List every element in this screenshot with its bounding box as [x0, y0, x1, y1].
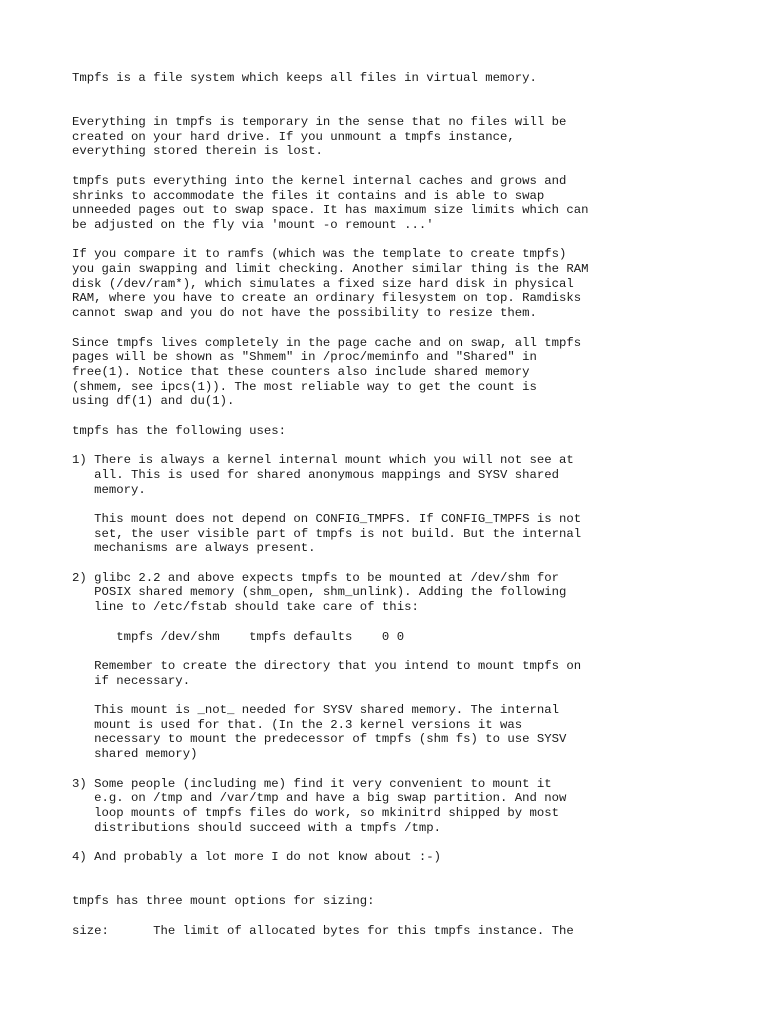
- document-text: [72, 71, 762, 938]
- text-line: unneeded pages out to swap space. It has maximum size limits which can: [72, 203, 589, 218]
- text-line: mount is used for that. (In the 2.3 kernel versions it was: [72, 717, 523, 732]
- text-line: [72, 615, 762, 630]
- text-line: [72, 409, 762, 424]
- text-line: [72, 644, 762, 659]
- text-line: tmpfs has three mount options for sizing:: [72, 894, 375, 909]
- text-line: disk (/dev/ram*), which simulates a fixed size hard disk in physical: [72, 276, 574, 291]
- text-line: you gain swapping and limit checking. Another similar thing is the RAM: [72, 262, 589, 277]
- text-line: [72, 688, 762, 703]
- text-line: mechanisms are always present.: [72, 541, 316, 556]
- text-line: be adjusted on the fly via 'mount -o remount ...': [72, 217, 434, 232]
- text-line: shared memory): [72, 747, 198, 762]
- text-line: set, the user visible part of tmpfs is not build. But the internal: [72, 526, 582, 541]
- text-line: using df(1) and du(1).: [72, 394, 235, 409]
- text-line: [72, 835, 762, 850]
- text-line: This mount is _not_ needed for SYSV shared memory. The internal: [72, 703, 560, 718]
- text-line: shrinks to accommodate the files it contains and is able to swap: [72, 188, 545, 203]
- text-line: [72, 556, 762, 571]
- text-line: Remember to create the directory that you intend to mount tmpfs on: [72, 658, 582, 673]
- text-line: 1) There is always a kernel internal mount which you will not see at: [72, 453, 574, 468]
- text-line: (shmem, see ipcs(1)). The most reliable way to get the count is: [72, 379, 537, 394]
- text-line: loop mounts of tmpfs files do work, so mkinitrd shipped by most: [72, 805, 560, 820]
- text-line: 2) glibc 2.2 and above expects tmpfs to be mounted at /dev/shm for: [72, 570, 560, 585]
- text-line: If you compare it to ramfs (which was the template to create tmpfs): [72, 247, 567, 262]
- text-line: pages will be shown as "Shmem" in /proc/meminfo and "Shared" in: [72, 350, 537, 365]
- text-line: [72, 879, 762, 894]
- text-line: tmpfs /dev/shm tmpfs defaults 0 0: [72, 629, 405, 644]
- text-line: [72, 909, 762, 924]
- text-line: necessary to mount the predecessor of tmpfs (shm fs) to use SYSV: [72, 732, 567, 747]
- text-line: 4) And probably a lot more I do not know about :-): [72, 850, 441, 865]
- text-line: [72, 865, 762, 880]
- text-line: tmpfs has the following uses:: [72, 423, 287, 438]
- text-line: created on your hard drive. If you unmount a tmpfs instance,: [72, 129, 515, 144]
- text-line: [72, 497, 762, 512]
- text-line: tmpfs puts everything into the kernel internal caches and grows and: [72, 173, 567, 188]
- text-line: Everything in tmpfs is temporary in the sense that no files will be: [72, 115, 567, 130]
- text-line: [72, 100, 762, 115]
- text-line: [72, 762, 762, 777]
- text-line: [72, 321, 762, 336]
- text-line: [72, 233, 762, 248]
- text-line: e.g. on /tmp and /var/tmp and have a big swap partition. And now: [72, 791, 567, 806]
- text-line: everything stored therein is lost.: [72, 144, 323, 159]
- text-line: This mount does not depend on CONFIG_TMPFS. If CONFIG_TMPFS is not: [72, 511, 582, 526]
- text-line: 3) Some people (including me) find it very convenient to mount it: [72, 776, 552, 791]
- text-line: [72, 159, 762, 174]
- text-line: size: The limit of allocated bytes for this tmpfs instance. The: [72, 923, 574, 938]
- text-line: [72, 438, 762, 453]
- text-line: RAM, where you have to create an ordinary filesystem on top. Ramdisks: [72, 291, 582, 306]
- text-line: memory.: [72, 482, 146, 497]
- text-line: POSIX shared memory (shm_open, shm_unlink). Adding the following: [72, 585, 567, 600]
- text-line: [72, 86, 762, 101]
- text-line: Tmpfs is a file system which keeps all files in virtual memory.: [72, 71, 537, 85]
- text-line: line to /etc/fstab should take care of this:: [72, 600, 419, 615]
- text-line: cannot swap and you do not have the possibility to resize them.: [72, 306, 537, 321]
- text-line: distributions should succeed with a tmpfs /tmp.: [72, 820, 441, 835]
- text-line: free(1). Notice that these counters also include shared memory: [72, 364, 530, 379]
- text-line: if necessary.: [72, 673, 191, 688]
- text-line: Since tmpfs lives completely in the page cache and on swap, all tmpfs: [72, 335, 582, 350]
- text-line: all. This is used for shared anonymous mappings and SYSV shared: [72, 467, 560, 482]
